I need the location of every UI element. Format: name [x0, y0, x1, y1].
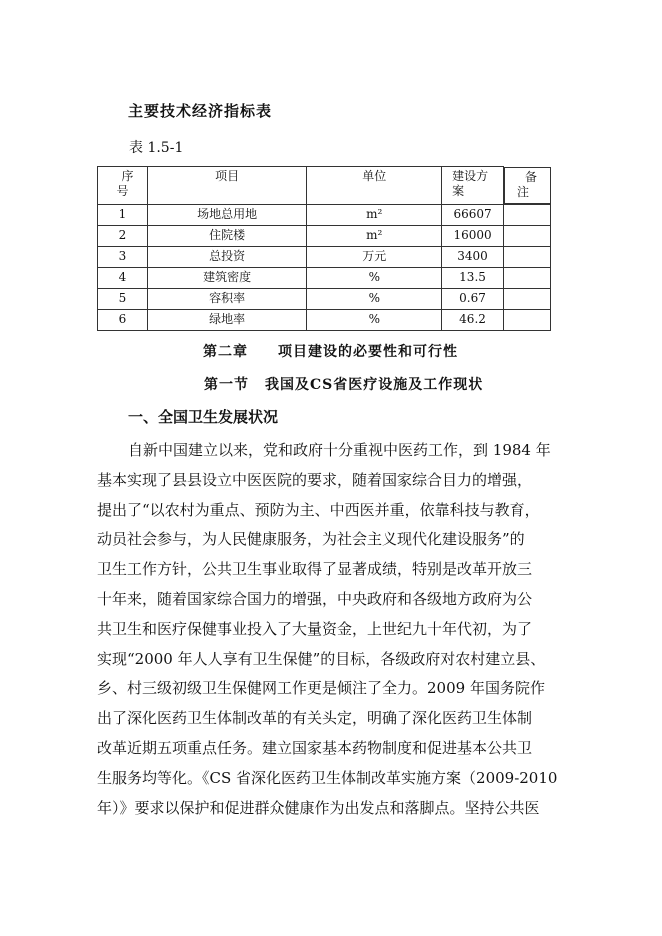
table-header-row [98, 167, 551, 205]
cell-note [504, 246, 551, 267]
cell-item: 场地总用地 [147, 204, 307, 225]
chapter-heading [203, 341, 458, 361]
chapter-title: 项目建设的必要性和可行性 [278, 344, 458, 360]
header-no-line1: 序 [121, 169, 134, 183]
table-row [98, 267, 551, 288]
table-row [98, 246, 551, 267]
cell-item: 住院楼 [147, 225, 307, 246]
header-no [98, 167, 148, 205]
cell-unit: % [307, 309, 442, 330]
cell-note [504, 225, 551, 246]
body-line: 出了深化医药卫生体制改革的有关头定，明确了深化医药卫生体制 [97, 709, 533, 728]
cell-value: 66607 [442, 204, 504, 225]
section-heading [204, 374, 483, 394]
cell-item: 建筑密度 [147, 267, 307, 288]
cell-note [504, 309, 551, 330]
cell-item: 总投资 [147, 246, 307, 267]
cell-unit: m² [307, 204, 442, 225]
cell-item: 容积率 [147, 288, 307, 309]
header-value [442, 167, 504, 205]
cell-value: 0.67 [442, 288, 504, 309]
header-note [504, 167, 551, 204]
cell-value: 13.5 [442, 267, 504, 288]
cell-note [504, 204, 551, 225]
header-unit: 单位 [307, 167, 442, 205]
body-line: 卫生工作方针，公共卫生事业取得了显著成绩，特别是改革开放三 [97, 560, 533, 579]
body-line: 动员社会参与，为人民健康服务，为社会主义现代化建设服务”的 [97, 530, 525, 549]
cell-value: 16000 [442, 225, 504, 246]
body-line: 改革近期五项重点任务。建立国家基本药物制度和促进基本公共卫 [97, 738, 533, 757]
table-row [98, 288, 551, 309]
body-line: 乡、村三级初级卫生保健网工作更是倾注了全力。2009 年国务院作 [97, 679, 545, 698]
body-line: 实现“2000 年人人享有卫生保健”的目标，各级政府对农村建立县、 [97, 649, 546, 668]
body-line: 共卫生和医疗保健事业投入了大量资金，上世纪九十年代初，为了 [97, 619, 533, 638]
header-item: 项目 [147, 167, 307, 205]
section-number: 第一节 [204, 377, 249, 393]
body-line: 生服务均等化。《CS 省深化医药卫生体制改革实施方案（2009-2010 [97, 768, 558, 787]
body-line: 年）》要求以保护和促进群众健康作为出发点和落脚点。坚持公共医 [97, 798, 540, 817]
body-line: 自新中国建立以来，党和政府十分重视中医药工作，到 1984 年 [128, 441, 551, 459]
section-title: 我国及CS省医疗设施及工作现状 [265, 377, 484, 393]
chapter-number: 第二章 [203, 344, 248, 360]
body-paragraph [97, 436, 567, 823]
document-title: 主要技术经济指标表 [128, 102, 273, 120]
header-no-line2: 号 [116, 184, 129, 198]
table-row [98, 204, 551, 225]
cell-unit: % [307, 267, 442, 288]
body-line: 十年来，随着国家综合国力的增强，中央政府和各级地方政府为公 [97, 589, 533, 608]
cell-no: 2 [98, 225, 148, 246]
body-line: 基本实现了县县设立中医医院的要求，随着国家综合目力的增强， [97, 470, 533, 489]
table-row [98, 225, 551, 246]
cell-no: 5 [98, 288, 148, 309]
cell-unit: m² [307, 225, 442, 246]
cell-value: 3400 [442, 246, 504, 267]
cell-note [504, 267, 551, 288]
cell-note [504, 288, 551, 309]
cell-unit: 万元 [307, 246, 442, 267]
header-value-line1: 建设方 [452, 169, 489, 183]
body-line: 提出了“以农村为重点、预防为主、中西医并重，依靠科技与教育， [97, 500, 540, 519]
header-note-line1: 备 [525, 169, 538, 184]
cell-no: 6 [98, 309, 148, 330]
cell-no: 3 [98, 246, 148, 267]
cell-item: 绿地率 [147, 309, 307, 330]
cell-no: 4 [98, 267, 148, 288]
table-row [98, 309, 551, 330]
header-value-line2: 案 [452, 184, 465, 198]
subheading: 一、全国卫生发展状况 [128, 408, 279, 426]
tech-indicator-table [97, 166, 551, 331]
cell-unit: % [307, 288, 442, 309]
cell-value: 46.2 [442, 309, 504, 330]
header-note-line2: 注 [517, 184, 530, 199]
cell-no: 1 [98, 204, 148, 225]
table-label: 表 1.5-1 [129, 140, 184, 156]
